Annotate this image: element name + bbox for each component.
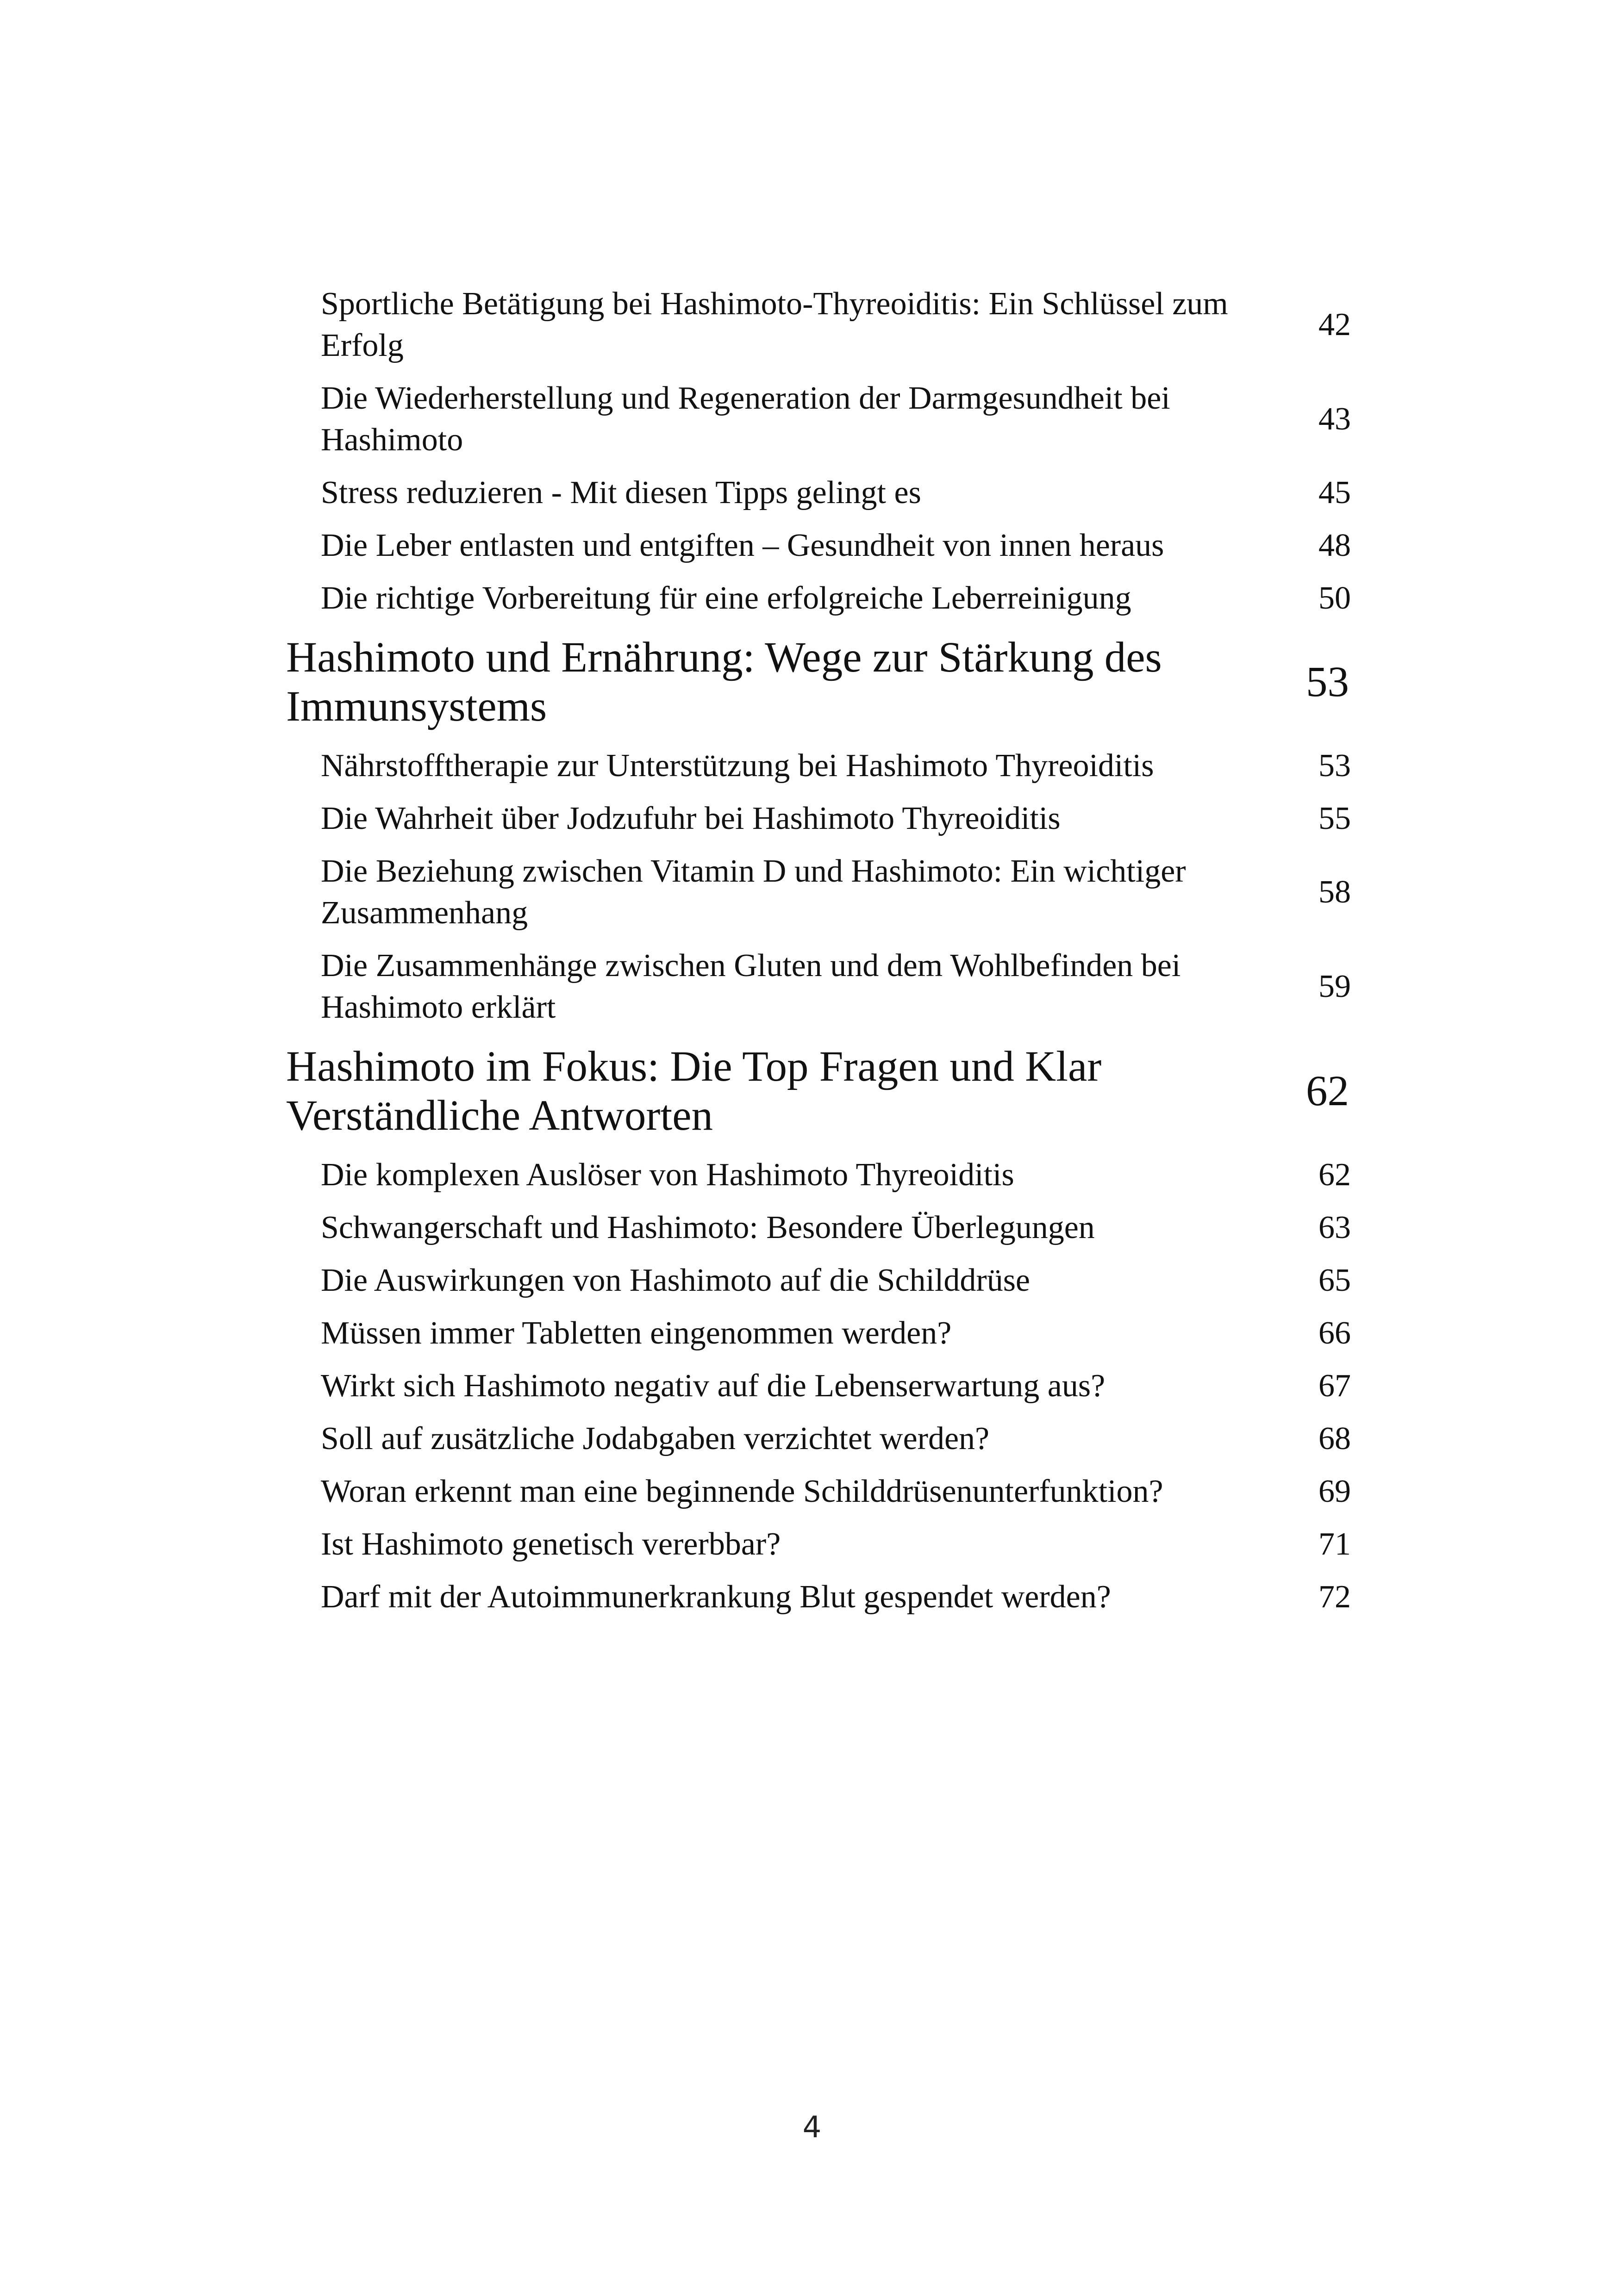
toc-entry-page-number: 50 (1318, 580, 1351, 616)
toc-section-entry[interactable] (286, 519, 1351, 572)
toc-section-entry[interactable] (286, 1201, 1351, 1254)
toc-entry-page-number: 72 (1318, 1579, 1351, 1615)
toc-entry-title: Müssen immer Tabletten eingenommen werden? (321, 1315, 952, 1351)
toc-section-entry[interactable] (286, 1518, 1351, 1571)
toc-entry-title: Schwangerschaft und Hashimoto: Besondere Überlegungen (321, 1210, 1095, 1245)
toc-section-entry[interactable] (286, 467, 1351, 519)
toc-entry-title: Die Auswirkungen von Hashimoto auf die Schilddrüse (321, 1263, 1031, 1298)
toc-entry-title: Soll auf zusätzliche Jodabgaben verzichtet werden? (321, 1421, 990, 1456)
toc-entry-page-number: 53 (1306, 658, 1349, 706)
toc-entry-page-number: 42 (1318, 307, 1351, 342)
toc-entry-page-number: 43 (1318, 401, 1351, 437)
toc-entry-title: Die Wiederherstellung und Regeneration der Darmgesundheit bei Hashimoto (321, 380, 1170, 458)
toc-entry-page-number: 48 (1318, 528, 1351, 563)
toc-section-entry[interactable] (286, 1465, 1351, 1518)
toc-entry-title: Die Zusammenhänge zwischen Gluten und dem Wohlbefinden bei Hashimoto erklärt (321, 948, 1181, 1025)
toc-entry-page-number: 63 (1318, 1210, 1351, 1245)
toc-entry-title: Woran erkennt man eine beginnende Schilddrüsenunterfunktion? (321, 1474, 1163, 1509)
toc-section-entry[interactable] (286, 740, 1351, 792)
toc-entry-title: Nährstofftherapie zur Unterstützung bei Hashimoto Thyreoiditis (321, 748, 1154, 784)
toc-entry-page-number: 71 (1318, 1526, 1351, 1562)
toc-section-entry[interactable] (286, 1412, 1351, 1465)
toc-section-entry[interactable] (286, 940, 1351, 1034)
toc-entry-page-number: 55 (1318, 801, 1351, 836)
toc-chapter-entry[interactable] (286, 1034, 1351, 1149)
toc-entry-page-number: 45 (1318, 475, 1351, 510)
toc-section-entry[interactable] (286, 1254, 1351, 1307)
toc-entry-title: Sportliche Betätigung bei Hashimoto-Thyreoiditis: Ein Schlüssel zum Erfolg (321, 286, 1228, 363)
toc-entry-title: Darf mit der Autoimmunerkrankung Blut gespendet werden? (321, 1579, 1111, 1615)
toc-entry-page-number: 69 (1318, 1474, 1351, 1509)
toc-entry-title: Hashimoto und Ernährung: Wege zur Stärkung des Immunsystems (286, 634, 1162, 730)
toc-entry-page-number: 59 (1318, 969, 1351, 1004)
toc-entry-page-number: 66 (1318, 1315, 1351, 1351)
toc-chapter-entry[interactable] (286, 625, 1351, 740)
toc-entry-page-number: 65 (1318, 1263, 1351, 1298)
toc-section-entry[interactable] (286, 1149, 1351, 1201)
toc-entry-title: Stress reduzieren - Mit diesen Tipps gelingt es (321, 475, 921, 510)
toc-entry-page-number: 62 (1318, 1157, 1351, 1193)
toc-entry-page-number: 67 (1318, 1368, 1351, 1404)
table-of-contents (286, 278, 1351, 1624)
toc-section-entry[interactable] (286, 1571, 1351, 1624)
toc-section-entry[interactable] (286, 572, 1351, 625)
toc-entry-title: Ist Hashimoto genetisch vererbbar? (321, 1526, 781, 1562)
toc-section-entry[interactable] (286, 792, 1351, 845)
toc-entry-title: Die Beziehung zwischen Vitamin D und Hashimoto: Ein wichtiger Zusammenhang (321, 853, 1186, 931)
toc-entry-title: Die richtige Vorbereitung für eine erfolgreiche Leberreinigung (321, 580, 1131, 616)
toc-entry-page-number: 62 (1306, 1067, 1349, 1115)
toc-section-entry[interactable] (286, 372, 1351, 467)
toc-section-entry[interactable] (286, 1360, 1351, 1412)
toc-entry-title: Die Wahrheit über Jodzufuhr bei Hashimoto Thyreoiditis (321, 801, 1061, 836)
toc-entry-title: Die Leber entlasten und entgiften – Gesundheit von innen heraus (321, 528, 1164, 563)
toc-entry-title: Die komplexen Auslöser von Hashimoto Thyreoiditis (321, 1157, 1014, 1193)
toc-entry-title: Wirkt sich Hashimoto negativ auf die Lebenserwartung aus? (321, 1368, 1106, 1404)
toc-entry-title: Hashimoto im Fokus: Die Top Fragen und Klar Verständliche Antworten (286, 1043, 1102, 1139)
toc-entry-page-number: 53 (1318, 748, 1351, 784)
toc-section-entry[interactable] (286, 278, 1351, 372)
toc-section-entry[interactable] (286, 1307, 1351, 1360)
page-number: 4 (802, 2110, 822, 2145)
toc-entry-page-number: 58 (1318, 874, 1351, 910)
toc-section-entry[interactable] (286, 845, 1351, 940)
toc-entry-page-number: 68 (1318, 1421, 1351, 1456)
